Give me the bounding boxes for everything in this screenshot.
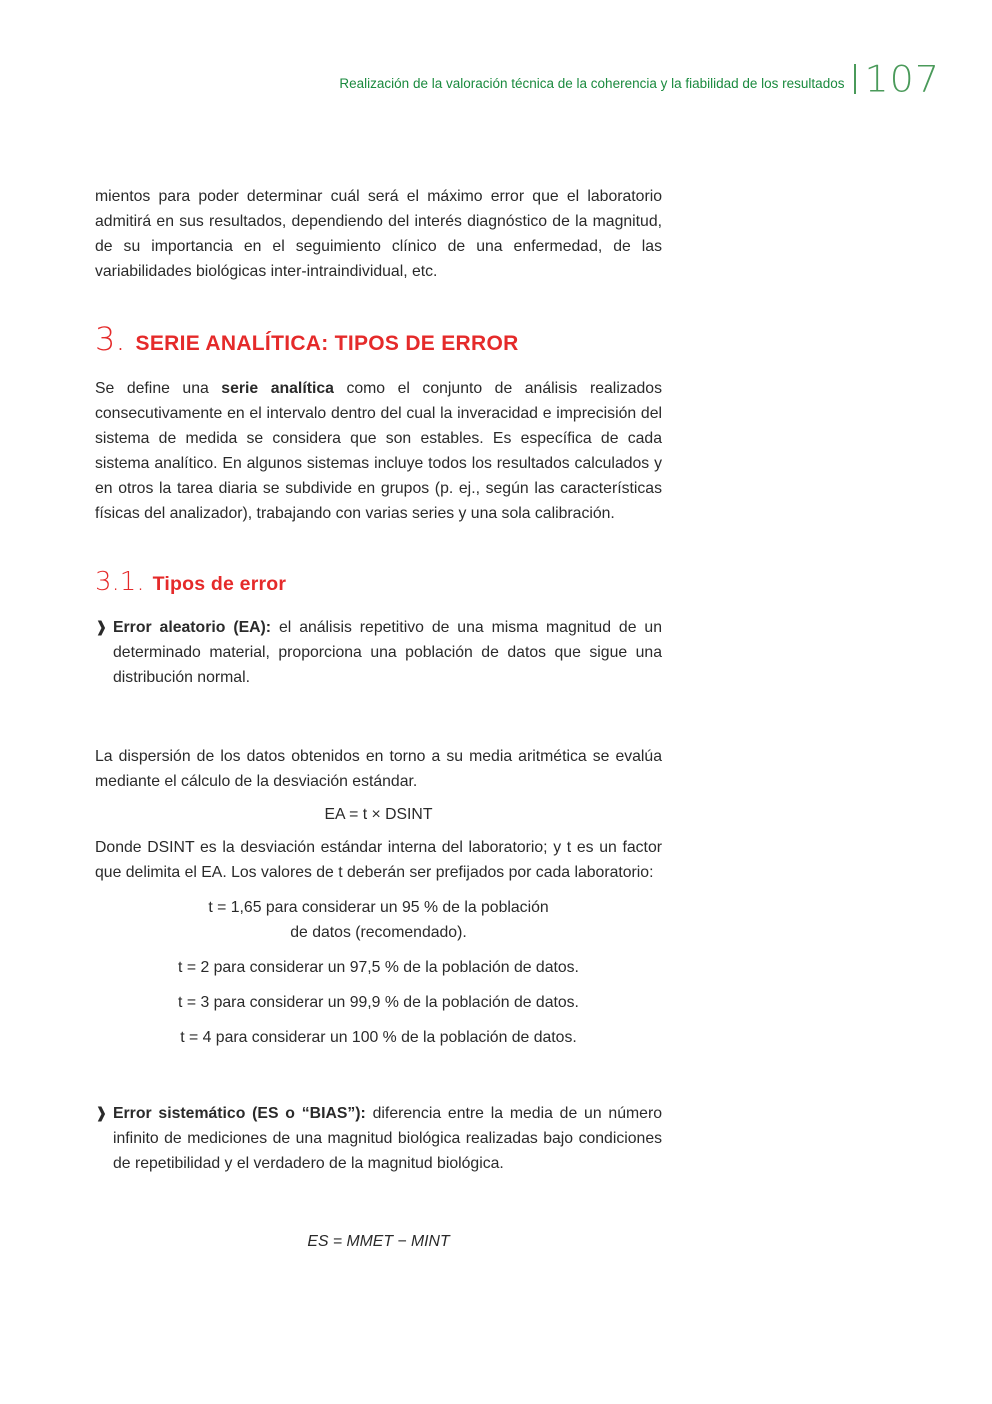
- t-value-165: [95, 895, 662, 945]
- t-value-3: t = 3 para considerar un 99,9 % de la población de datos.: [178, 994, 579, 1011]
- bullet-error-sistematico: [95, 1101, 662, 1176]
- error-sistematico-text: diferencia entre la media de un número infinito de mediciones de una magnitud biológica realizadas bajo condiciones de repetibilidad y el verdadero de la magnitud biológica.: [113, 1105, 662, 1172]
- running-header-title: Realización de la valoración técnica de la coherencia y la fiabilidad de los resultados: [339, 76, 845, 91]
- t-value-2: t = 2 para considerar un 97,5 % de la población de datos.: [178, 959, 579, 976]
- header-divider: [854, 64, 856, 94]
- page-number: 107: [864, 58, 940, 100]
- error-aleatorio-text: el análisis repetitivo de una misma magnitud de un determinado material, proporciona una población de datos que sigue una distribución normal.: [113, 619, 662, 686]
- error-aleatorio-term: Error aleatorio (EA):: [113, 619, 272, 636]
- section-3-number: 3.: [95, 320, 126, 358]
- section-3-heading: [95, 320, 662, 358]
- intro-paragraph: mientos para poder determinar cuál será el máximo error que el laboratorio admitirá en sus resultados, dependiendo del interés diagnóstico de la magnitud, de su importancia en el seguimiento clínico de una enfermedad, de las variabilidades biológicas inter-intraindividual, etc.: [95, 188, 662, 280]
- serie-analitica-paragraph: [95, 376, 662, 526]
- t-value-4: t = 4 para considerar un 100 % de la población de datos.: [180, 1029, 577, 1046]
- bullet-marker-icon: ❱: [95, 619, 108, 636]
- section-3-title: SERIE ANALÍTICA: TIPOS DE ERROR: [135, 332, 519, 355]
- serie-analitica-term: serie analítica: [221, 380, 334, 397]
- error-sistematico-term: Error sistemático (ES o “BIAS”):: [113, 1105, 366, 1122]
- section-3-1-title: Tipos de error: [152, 573, 287, 595]
- ea-equation: EA = t × DSINT: [324, 806, 433, 823]
- section-3-1-number: 3.1.: [95, 567, 145, 597]
- t-165-line-1: t = 1,65 para considerar un 95 % de la población: [208, 899, 549, 916]
- dispersion-paragraph: La dispersión de los datos obtenidos en torno a su media aritmética se evalúa mediante el cálculo de la desviación estándar.: [95, 748, 662, 790]
- serie-text-rest: como el conjunto de análisis realizados consecutivamente en el intervalo dentro del cual la inveracidad e imprecisión del sistema de medida se considera que son estables. Es específica de cada sistema analítico. En algunos sistemas incluye todos los resultados calculados y en otros la tarea diaria se subdivide en grupos (p. ej., según las características físicas del analizador), trabajando con varias series y una sola calibración.: [95, 380, 662, 522]
- t-165-line-2: de datos (recomendado).: [290, 924, 467, 941]
- bullet-error-aleatorio: [95, 615, 662, 690]
- dsint-paragraph: Donde DSINT es la desviación estándar interna del laboratorio; y t es un factor que delimita el EA. Los valores de t deberán ser prefijados por cada laboratorio:: [95, 839, 662, 881]
- serie-text-start: Se define una: [95, 380, 222, 397]
- es-equation: ES = MMET − MINT: [307, 1233, 450, 1250]
- bullet-marker-icon: ❱: [95, 1105, 108, 1122]
- page-header: [339, 58, 940, 100]
- page-content: [95, 184, 662, 1254]
- section-3-1-heading: [95, 567, 662, 597]
